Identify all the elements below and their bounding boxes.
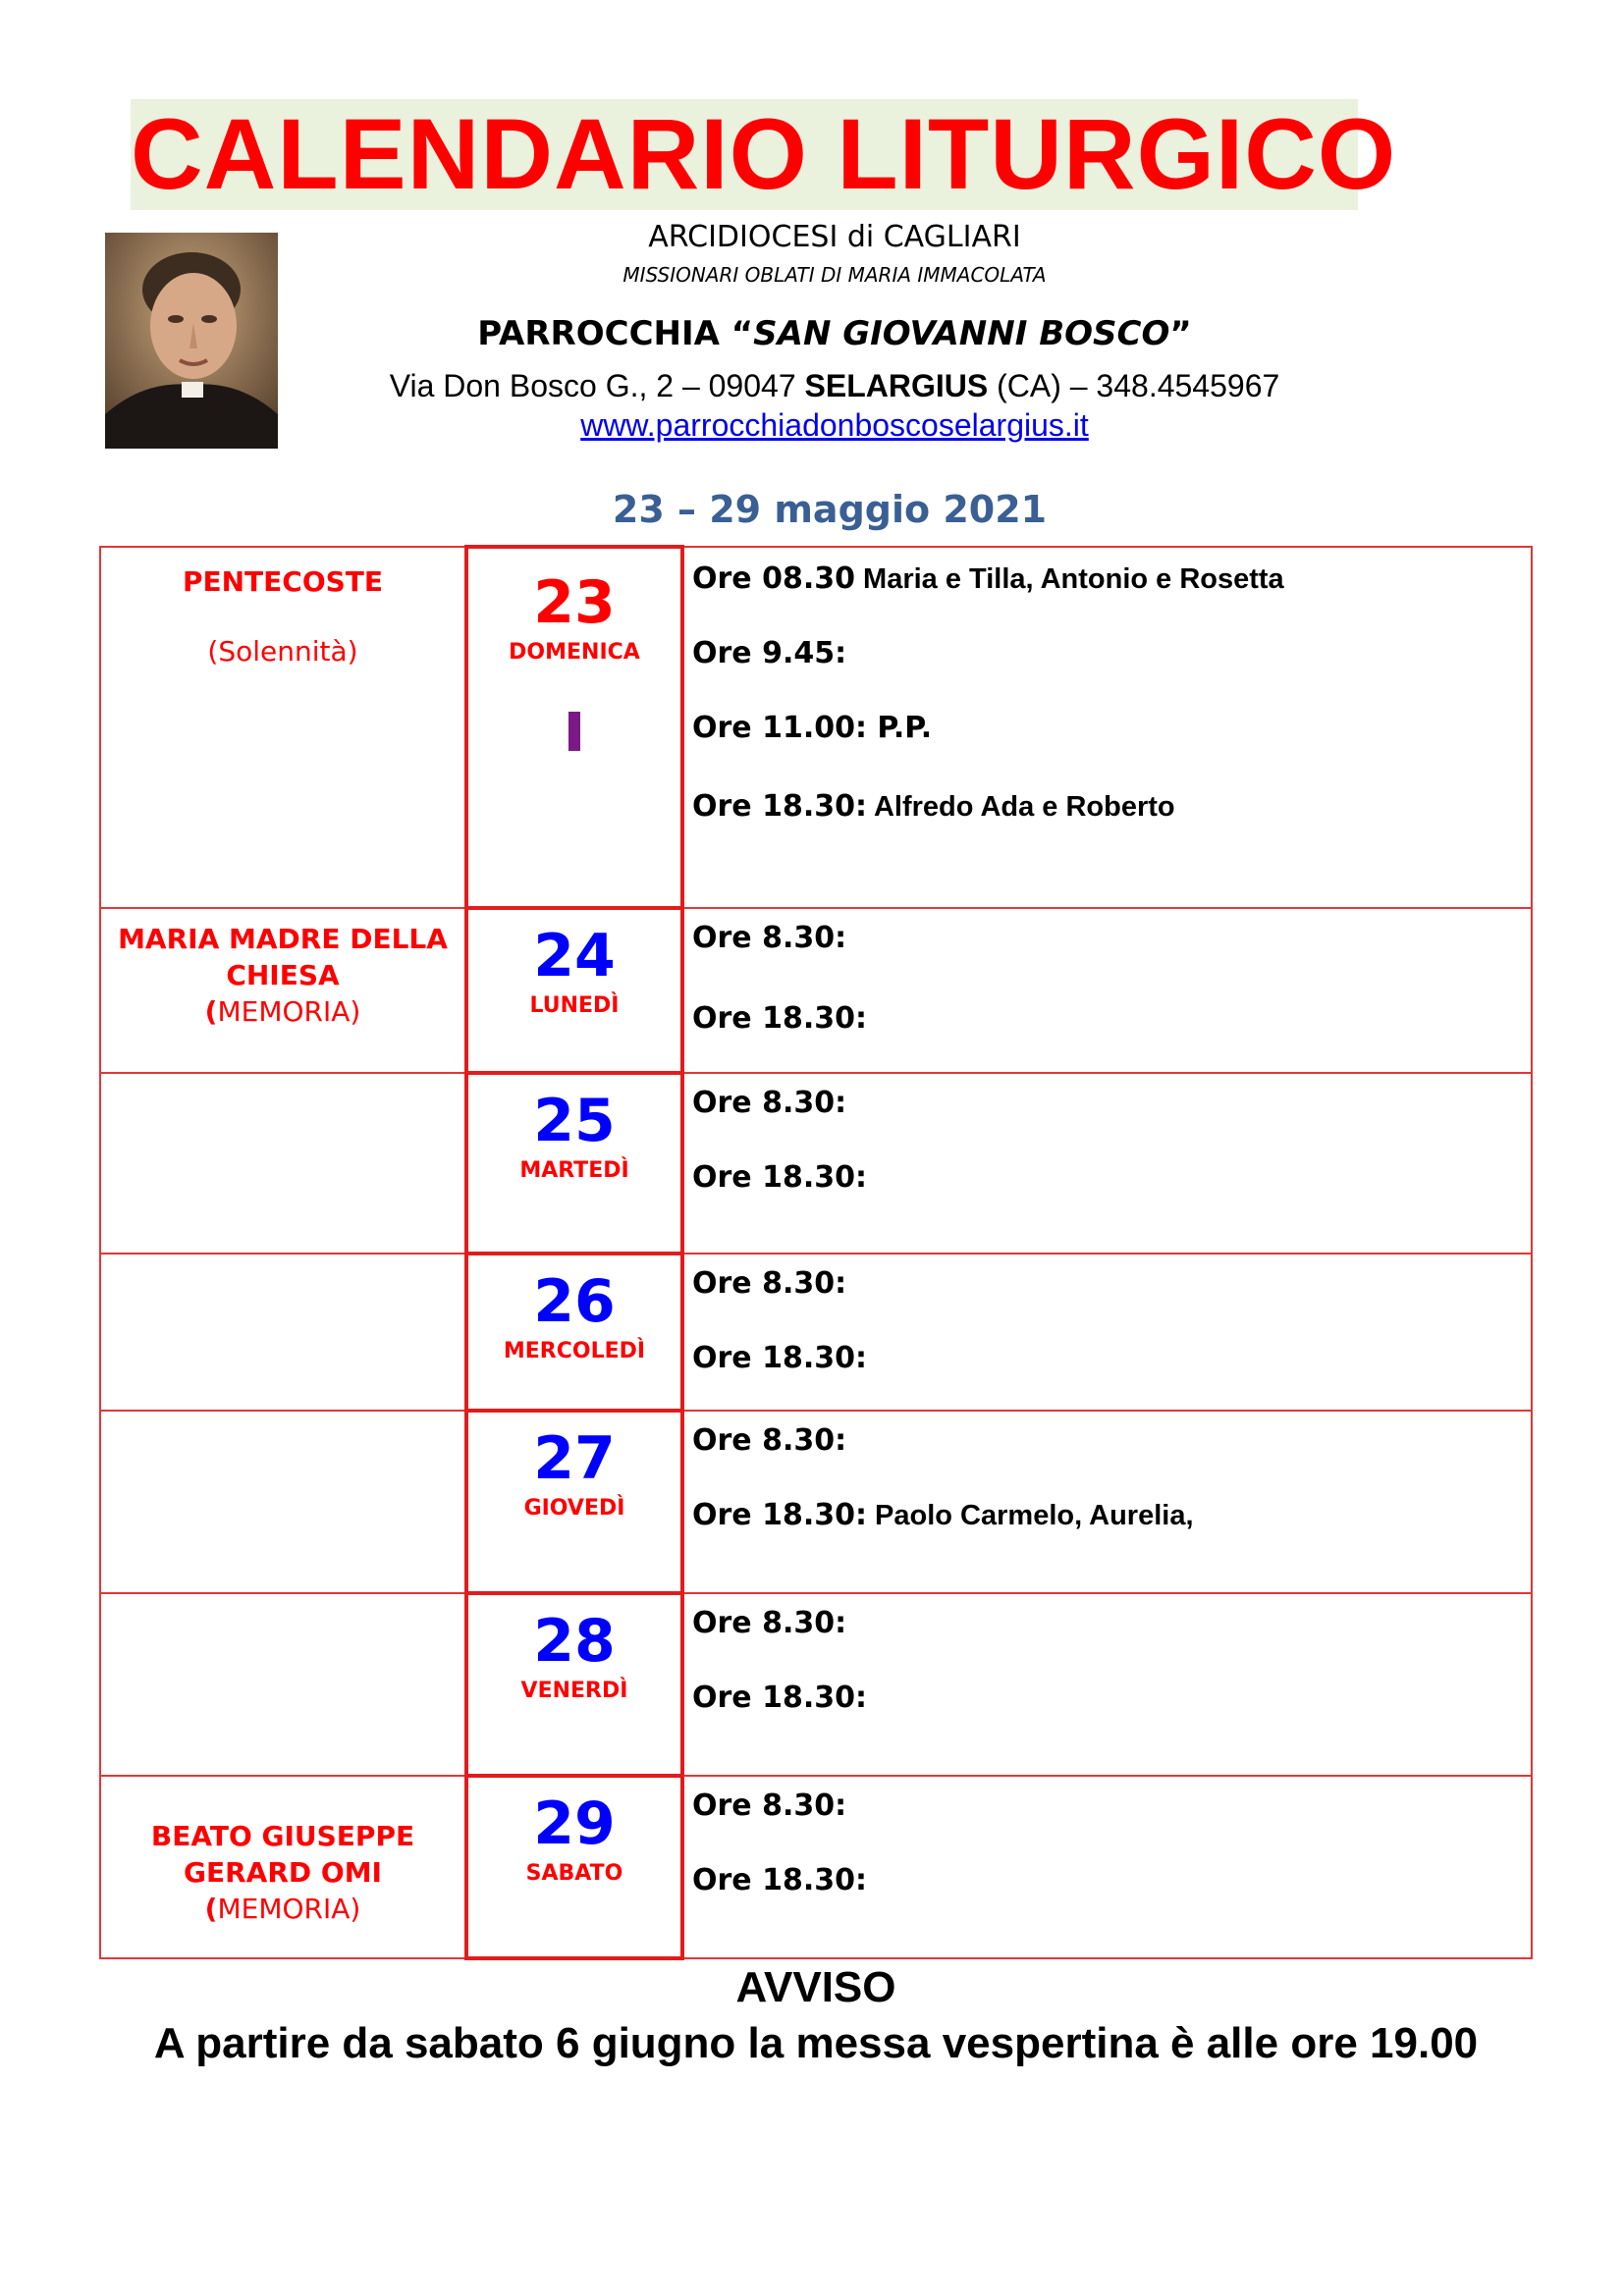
day-cell — [466, 1254, 682, 1411]
page-title: CALENDARIO LITURGICO — [131, 98, 1397, 210]
mass-line — [684, 1681, 1531, 1716]
calendar-row — [100, 1073, 1532, 1254]
feast-rank-paren: ( — [204, 995, 218, 1028]
feast-name: MARIA MADRE DELLA CHIESA — [118, 923, 448, 991]
day-name: MARTEDÌ — [519, 1158, 629, 1183]
mass-line — [684, 1606, 1531, 1641]
day-cell — [466, 1593, 682, 1776]
mass-time: Ore 8.30: — [692, 1086, 847, 1120]
mass-time: Ore 9.45: — [692, 636, 847, 670]
mass-time: Ore 8.30: — [692, 1266, 847, 1301]
calendar-row — [100, 1411, 1532, 1593]
mass-intention: Paolo Carmelo, Aurelia, — [866, 1500, 1194, 1531]
calendar-table — [99, 545, 1533, 1960]
mass-line — [684, 1341, 1531, 1376]
parish-saint-name: SAN GIOVANNI BOSCO — [753, 314, 1170, 353]
day-name: MERCOLEDÌ — [503, 1339, 646, 1363]
mass-intention: Maria e Tilla, Antonio e Rosetta — [854, 563, 1284, 595]
feast-rank — [101, 1891, 464, 1927]
mass-time: Ore 08.30 — [692, 561, 855, 596]
day-number: 27 — [533, 1424, 616, 1493]
mass-time: Ore 18.30: — [692, 1001, 867, 1036]
day-cell — [466, 547, 682, 908]
address-street: Via Don Bosco G., 2 – 09047 — [389, 368, 805, 403]
day-name: DOMENICA — [509, 640, 640, 665]
mass-time: Ore 8.30: — [692, 921, 847, 955]
parish-address — [295, 368, 1375, 404]
mass-line — [684, 1266, 1531, 1302]
day-number: 26 — [533, 1267, 616, 1336]
feast-cell — [100, 1776, 466, 1958]
day-number: 24 — [533, 922, 616, 990]
parish-name — [295, 314, 1375, 353]
day-name: SABATO — [525, 1861, 623, 1886]
mass-time: Ore 18.30: — [692, 1160, 867, 1195]
masses-cell — [682, 547, 1532, 908]
masses-cell — [682, 1593, 1532, 1776]
day-cell — [466, 1411, 682, 1593]
feast-cell — [100, 547, 466, 908]
day-name: LUNEDÌ — [529, 993, 620, 1018]
mass-line — [684, 561, 1531, 597]
day-name: GIOVEDÌ — [523, 1496, 625, 1521]
date-range: 23 – 29 maggio 2021 — [612, 488, 1048, 531]
mass-line — [684, 1863, 1531, 1898]
website-link[interactable]: www.parrocchiadonboscoselargius.it — [580, 407, 1089, 443]
mass-line — [684, 921, 1531, 956]
masses-cell — [682, 1776, 1532, 1958]
day-cell — [466, 1776, 682, 1958]
masses-cell — [682, 908, 1532, 1073]
mass-time: Ore 8.30: — [692, 1789, 847, 1823]
mass-line — [684, 1160, 1531, 1196]
day-name: VENERDÌ — [520, 1679, 628, 1703]
mass-intention: Alfredo Ada e Roberto — [866, 791, 1175, 823]
portrait-image — [105, 233, 278, 449]
feast-cell — [100, 1073, 466, 1254]
mass-time: Ore 18.30: — [692, 789, 867, 824]
mass-time: Ore 8.30: — [692, 1423, 847, 1458]
parish-suffix: ” — [1169, 314, 1192, 353]
feast-rank: (Solennità) — [207, 635, 358, 667]
mass-line — [684, 1001, 1531, 1037]
feast-rank-text: MEMORIA) — [217, 995, 361, 1028]
mass-time: Ore 18.30: — [692, 1681, 867, 1715]
feast-name: BEATO GIUSEPPE GERARD OMI — [150, 1820, 415, 1889]
feast-cell — [100, 1411, 466, 1593]
liturgical-color-marker — [568, 712, 580, 751]
mass-line — [684, 1086, 1531, 1121]
calendar-row — [100, 1593, 1532, 1776]
mass-line — [684, 1498, 1531, 1533]
mass-line — [684, 789, 1531, 825]
portrait-drawing — [105, 233, 278, 449]
masses-cell — [682, 1411, 1532, 1593]
missionari-label: MISSIONARI OBLATI DI MARIA IMMACOLATA — [622, 263, 1047, 287]
mass-time: Ore 11.00: P.P. — [692, 711, 933, 745]
address-phone: (CA) – 348.4545967 — [988, 368, 1280, 403]
parish-prefix: PARROCCHIA “ — [477, 314, 754, 353]
feast-cell — [100, 1593, 466, 1776]
day-number: 29 — [533, 1789, 616, 1858]
calendar-row — [100, 1776, 1532, 1958]
feast-cell — [100, 1254, 466, 1411]
mass-line — [684, 1423, 1531, 1459]
feast-rank — [101, 993, 464, 1030]
day-cell — [466, 908, 682, 1073]
feast-cell — [100, 908, 466, 1073]
mass-line — [684, 636, 1531, 671]
feast-rank-paren: ( — [204, 1893, 218, 1925]
mass-line — [684, 711, 1531, 746]
calendar-row — [100, 547, 1532, 908]
mass-time: Ore 18.30: — [692, 1341, 867, 1375]
mass-time: Ore 8.30: — [692, 1606, 847, 1640]
mass-time: Ore 18.30: — [692, 1863, 867, 1897]
archdiocese-label: ARCIDIOCESI di CAGLIARI — [648, 220, 1021, 254]
feast-rank-text: MEMORIA) — [217, 1893, 361, 1925]
feast-name: PENTECOSTE — [182, 565, 384, 598]
notice-text: A partire da sabato 6 giugno la messa vespertina è alle ore 19.00 — [153, 2019, 1479, 2067]
day-number: 25 — [533, 1087, 616, 1155]
masses-cell — [682, 1254, 1532, 1411]
mass-line — [684, 1789, 1531, 1824]
address-city: SELARGIUS — [804, 368, 989, 403]
calendar-row — [100, 908, 1532, 1073]
day-cell — [466, 1073, 682, 1254]
day-number: 23 — [533, 568, 616, 637]
calendar-row — [100, 1254, 1532, 1411]
masses-cell — [682, 1073, 1532, 1254]
day-number: 28 — [533, 1607, 616, 1676]
mass-time: Ore 18.30: — [692, 1498, 867, 1532]
notice-title: AVVISO — [735, 1963, 896, 2011]
